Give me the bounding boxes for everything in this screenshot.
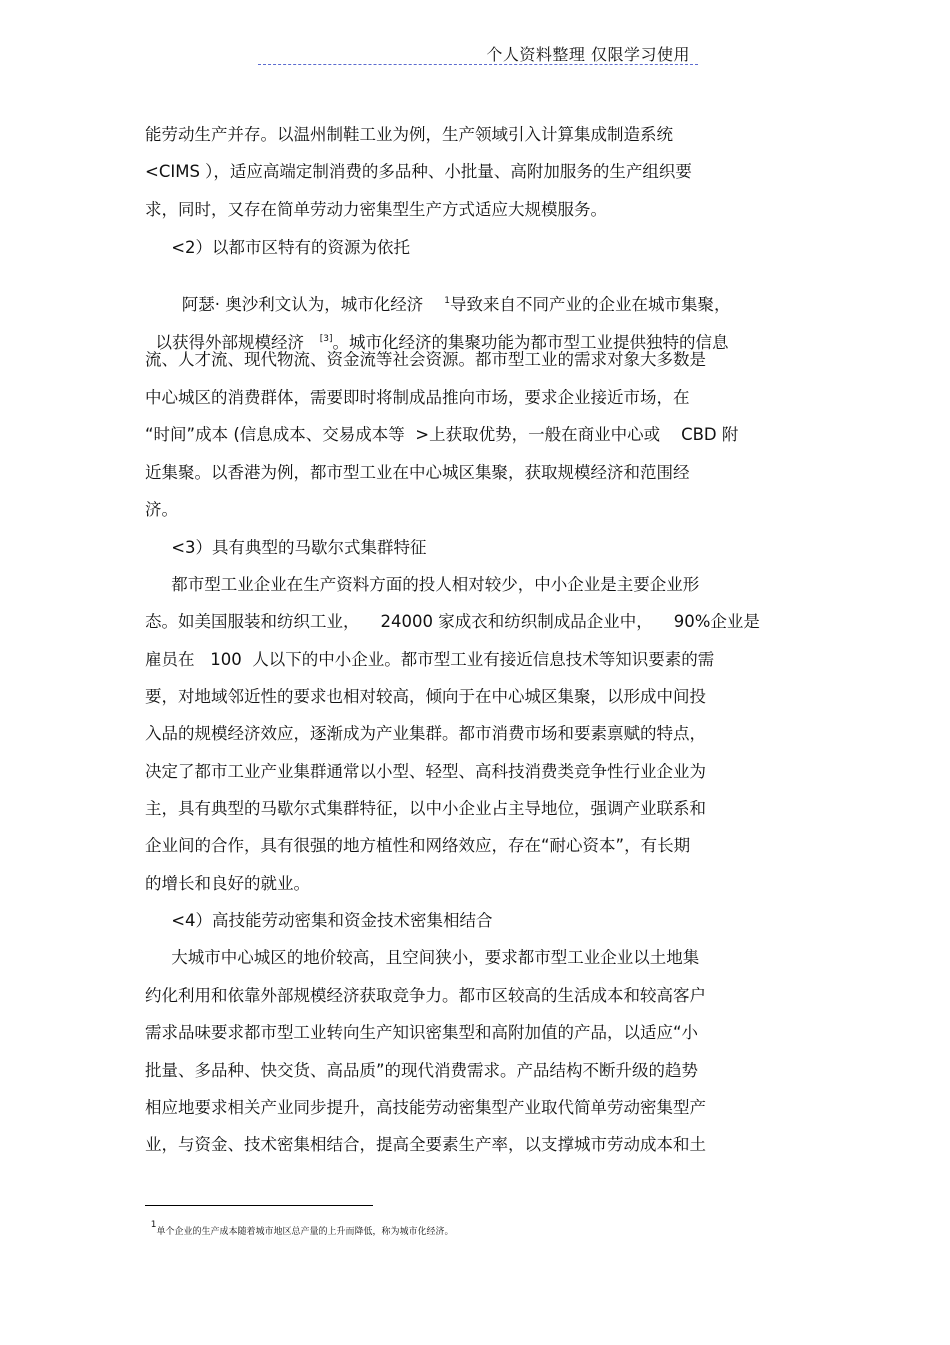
body-line: 都市型工业企业在生产资料方面的投人相对较少，中小企业是主要企业形 (145, 575, 700, 594)
body-line: 约化利用和依靠外部规模经济获取竞争力。都市区较高的生活成本和较高客户 (145, 986, 706, 1005)
body-line: 决定了都市工业产业集群通常以小型、轻型、高科技消费类竞争性行业企业为 (145, 762, 706, 781)
footnote-text: 单个企业的生产成本随着城市地区总产量的上升而降低，称为城市化经济。 (156, 1227, 454, 1237)
body-line: 大城市中心城区的地价较高，且空间狭小，要求都市型工业企业以土地集 (145, 948, 700, 967)
body-line: <CIMS ），适应高端定制消费的多品种、小批量、高附加服务的生产组织要 (145, 162, 692, 181)
line-text: 以获得外部规模经济 (155, 333, 304, 352)
page-header (258, 42, 698, 66)
body-line (145, 275, 730, 318)
body-line: 能劳动生产并存。以温州制鞋工业为例，生产领域引入计算集成制造系统 (145, 125, 673, 144)
body-line: 入品的规模经济效应，逐渐成为产业集群。都市消费市场和要素禀赋的特点， (145, 724, 706, 743)
body-line: 企业间的合作，具有很强的地方植性和网络效应，存在“耐心资本”，有长期 (145, 836, 691, 855)
header-text: 个人资料整理 仅限学习使用 (486, 45, 690, 64)
body-line: 态。如美国服装和纺织工业， 24000 家成衣和纺织制成品企业中， 90%企业是 (145, 612, 760, 631)
body-line: 近集聚。以香港为例，都市型工业在中心城区集聚，获取规模经济和范围经 (145, 463, 690, 482)
body-line: 中心城区的消费群体，需要即时将制成品推向市场，要求企业接近市场，在 (145, 388, 690, 407)
body-line: 批量、多品种、快交货、高品质”的现代消费需求。产品结构不断升级的趋势 (145, 1061, 699, 1080)
body-line: 相应地要求相关产业同步提升，高技能劳动密集型产业取代简单劳动密集型产 (145, 1098, 706, 1117)
line-text-tail: 导致来自不同产业的企业在城市集聚， (449, 295, 731, 314)
body-line: 济。 (145, 500, 178, 519)
citation-ref: [3] (319, 334, 333, 344)
body-line: 需求品味要求都市型工业转向生产知识密集型和高附加值的产品，以适应“小 (145, 1023, 699, 1042)
body-line: 雇员在 100 人以下的中小企业。都市型工业有接近信息技术等知识要素的需 (145, 650, 715, 669)
header-divider (258, 64, 698, 65)
footnote (145, 1214, 453, 1237)
section-heading-3: <3）具有典型的马歇尔式集群特征 (145, 538, 427, 557)
body-line: 业，与资金、技术密集相结合，提高全要素生产率，以支撑城市劳动成本和土 (145, 1135, 706, 1154)
footnote-divider (145, 1205, 373, 1206)
body-line: “时间”成本 (信息成本、交易成本等 >上获取优势，一般在商业中心或 CBD 附 (145, 425, 739, 444)
body-line: 流、人才流、现代物流、资金流等社会资源。都市型工业的需求对象大多数是 (145, 350, 706, 369)
body-line: 求，同时，又存在简单劳动力密集型生产方式适应大规模服务。 (145, 200, 607, 219)
line-text-tail: 。城市化经济的集聚功能为都市型工业提供独特的信息 (332, 333, 729, 352)
body-line: 主，具有典型的马歇尔式集群特征，以中小企业占主导地位，强调产业联系和 (145, 799, 706, 818)
body-line: 的增长和良好的就业。 (145, 874, 310, 893)
footnote-marker: 1 (150, 1220, 157, 1230)
section-heading-2: <2）以都市区特有的资源为依托 (145, 238, 411, 257)
body-line: 要，对地域邻近性的要求也相对较高，倾向于在中心城区集聚，以形成中间投 (145, 687, 706, 706)
footnote-ref: 1 (444, 296, 450, 306)
section-heading-4: <4）高技能劳动密集和资金技术密集相结合 (145, 911, 493, 930)
line-text: 阿瑟· 奥沙利文认为，城市化经济 (155, 295, 424, 314)
